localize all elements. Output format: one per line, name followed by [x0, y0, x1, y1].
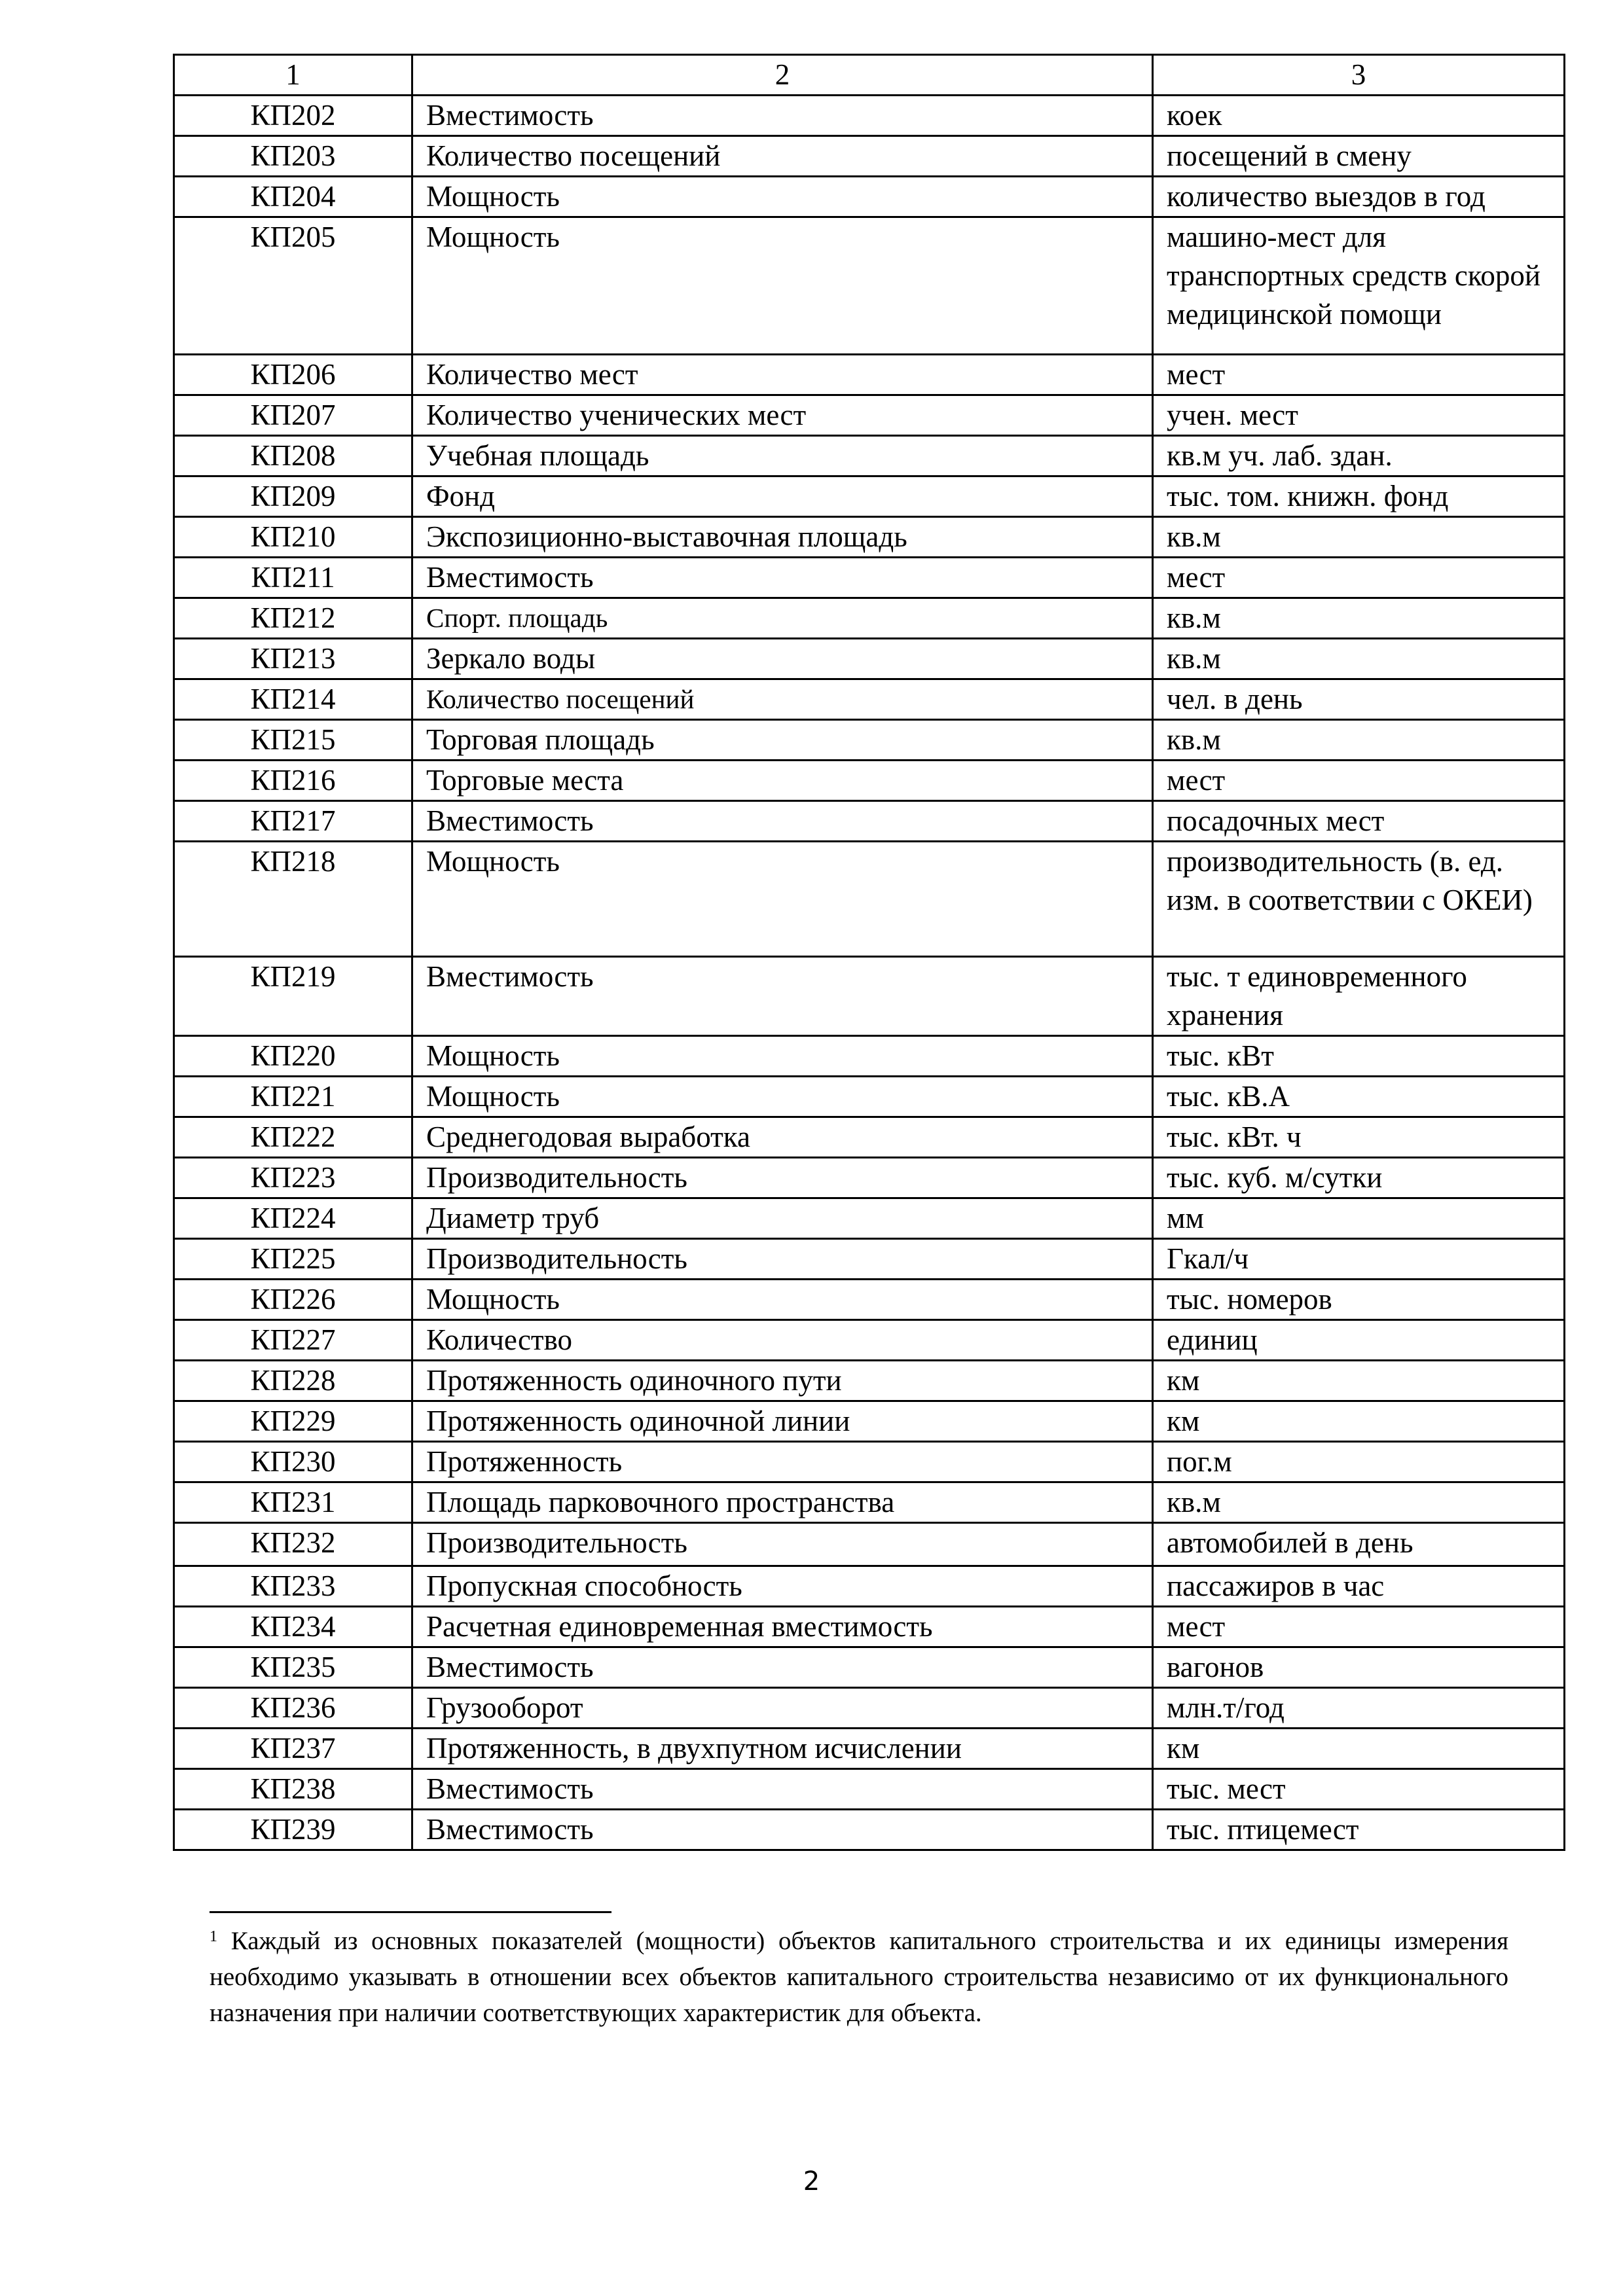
table-row — [174, 1729, 1565, 1769]
row-indicator-name: Фонд — [412, 476, 1153, 517]
row-unit: мест — [1153, 355, 1565, 395]
table-row — [174, 1523, 1565, 1566]
row-code: КП233 — [174, 1566, 412, 1607]
row-indicator-name: Протяженность, в двухпутном исчислении — [412, 1729, 1153, 1769]
row-indicator-name: Количество посещений — [412, 679, 1153, 720]
table-row — [174, 1198, 1565, 1239]
table-row — [174, 1688, 1565, 1729]
row-code: КП218 — [174, 842, 412, 957]
row-indicator-name: Производительность — [412, 1158, 1153, 1198]
table-row — [174, 957, 1565, 1036]
row-code: КП203 — [174, 136, 412, 177]
row-indicator-name: Вместимость — [412, 1810, 1153, 1850]
row-code: КП228 — [174, 1361, 412, 1401]
row-code: КП208 — [174, 436, 412, 476]
row-code: КП221 — [174, 1077, 412, 1117]
row-indicator-name: Экспозиционно-выставочная площадь — [412, 517, 1153, 558]
row-indicator-name: Диаметр труб — [412, 1198, 1153, 1239]
row-unit: мест — [1153, 558, 1565, 598]
row-unit: автомобилей в день — [1153, 1523, 1565, 1566]
row-unit: тыс. кВт — [1153, 1036, 1565, 1077]
row-indicator-name: Мощность — [412, 1036, 1153, 1077]
row-code: КП239 — [174, 1810, 412, 1850]
row-unit: тыс. кВт. ч — [1153, 1117, 1565, 1158]
row-unit: мест — [1153, 761, 1565, 801]
row-indicator-name: Производительность — [412, 1523, 1153, 1566]
row-indicator-name: Учебная площадь — [412, 436, 1153, 476]
row-code: КП204 — [174, 177, 412, 217]
table-row — [174, 1566, 1565, 1607]
row-code: КП213 — [174, 639, 412, 679]
row-unit: машино-мест для транспортных средств скорой медицинской помощи — [1153, 217, 1565, 355]
table-row — [174, 517, 1565, 558]
row-unit: посадочных мест — [1153, 801, 1565, 842]
row-unit: тыс. т единовременного хранения — [1153, 957, 1565, 1036]
table-row — [174, 96, 1565, 136]
row-indicator-name: Мощность — [412, 1077, 1153, 1117]
table-row — [174, 761, 1565, 801]
table-row — [174, 1607, 1565, 1647]
table-row — [174, 679, 1565, 720]
row-code: КП232 — [174, 1523, 412, 1566]
footnote-marker: 1 — [210, 1928, 217, 1945]
table-row — [174, 217, 1565, 355]
column-header-1: 1 — [174, 55, 412, 96]
table-row — [174, 1036, 1565, 1077]
row-code: КП234 — [174, 1607, 412, 1647]
row-unit: производительность (в. ед. изм. в соответствии с ОКЕИ) — [1153, 842, 1565, 957]
table-row — [174, 1769, 1565, 1810]
table-row — [174, 801, 1565, 842]
row-unit: коек — [1153, 96, 1565, 136]
row-indicator-name: Зеркало воды — [412, 639, 1153, 679]
table-header-row — [174, 55, 1565, 96]
row-code: КП238 — [174, 1769, 412, 1810]
row-unit: тыс. том. книжн. фонд — [1153, 476, 1565, 517]
table-row — [174, 1239, 1565, 1280]
row-code: КП212 — [174, 598, 412, 639]
row-unit: км — [1153, 1361, 1565, 1401]
row-unit: учен. мест — [1153, 395, 1565, 436]
row-indicator-name: Площадь парковочного пространства — [412, 1482, 1153, 1523]
row-indicator-name: Пропускная способность — [412, 1566, 1153, 1607]
row-indicator-name: Производительность — [412, 1239, 1153, 1280]
row-code: КП225 — [174, 1239, 412, 1280]
row-code: КП223 — [174, 1158, 412, 1198]
row-code: КП229 — [174, 1401, 412, 1442]
table-row — [174, 1401, 1565, 1442]
row-code: КП202 — [174, 96, 412, 136]
row-code: КП230 — [174, 1442, 412, 1482]
table-row — [174, 842, 1565, 957]
row-code: КП219 — [174, 957, 412, 1036]
row-unit: единиц — [1153, 1320, 1565, 1361]
row-code: КП237 — [174, 1729, 412, 1769]
row-indicator-name: Протяженность одиночного пути — [412, 1361, 1153, 1401]
row-unit: количество выездов в год — [1153, 177, 1565, 217]
row-code: КП222 — [174, 1117, 412, 1158]
row-unit: кв.м уч. лаб. здан. — [1153, 436, 1565, 476]
table-body — [174, 96, 1565, 1850]
table-row — [174, 177, 1565, 217]
row-code: КП216 — [174, 761, 412, 801]
page-number: 2 — [803, 2166, 820, 2197]
table-row — [174, 1320, 1565, 1361]
row-indicator-name: Мощность — [412, 217, 1153, 355]
row-indicator-name: Вместимость — [412, 957, 1153, 1036]
row-indicator-name: Количество ученических мест — [412, 395, 1153, 436]
row-indicator-name: Мощность — [412, 177, 1153, 217]
indicator-table — [173, 54, 1565, 1851]
row-code: КП220 — [174, 1036, 412, 1077]
table-row — [174, 1158, 1565, 1198]
row-indicator-name: Вместимость — [412, 1647, 1153, 1688]
row-unit: км — [1153, 1729, 1565, 1769]
column-header-3: 3 — [1153, 55, 1565, 96]
table-row — [174, 598, 1565, 639]
column-header-2: 2 — [412, 55, 1153, 96]
indicator-table-container — [173, 54, 1563, 1851]
row-unit: мм — [1153, 1198, 1565, 1239]
table-row — [174, 1361, 1565, 1401]
row-unit: Гкал/ч — [1153, 1239, 1565, 1280]
row-indicator-name: Среднегодовая выработка — [412, 1117, 1153, 1158]
row-indicator-name: Мощность — [412, 1280, 1153, 1320]
row-indicator-name: Грузооборот — [412, 1688, 1153, 1729]
row-unit: кв.м — [1153, 720, 1565, 761]
table-row — [174, 1647, 1565, 1688]
row-unit: км — [1153, 1401, 1565, 1442]
footnote — [210, 1923, 1508, 2031]
row-code: КП235 — [174, 1647, 412, 1688]
table-row — [174, 395, 1565, 436]
row-unit: пассажиров в час — [1153, 1566, 1565, 1607]
row-unit: тыс. куб. м/сутки — [1153, 1158, 1565, 1198]
row-indicator-name: Количество — [412, 1320, 1153, 1361]
row-unit: кв.м — [1153, 639, 1565, 679]
table-row — [174, 558, 1565, 598]
row-unit: чел. в день — [1153, 679, 1565, 720]
footnote-separator — [210, 1911, 611, 1913]
row-code: КП236 — [174, 1688, 412, 1729]
row-indicator-name: Вместимость — [412, 558, 1153, 598]
row-unit: посещений в смену — [1153, 136, 1565, 177]
table-row — [174, 1810, 1565, 1850]
row-code: КП207 — [174, 395, 412, 436]
row-unit: кв.м — [1153, 517, 1565, 558]
table-row — [174, 639, 1565, 679]
row-code: КП231 — [174, 1482, 412, 1523]
row-indicator-name: Спорт. площадь — [412, 598, 1153, 639]
row-indicator-name: Расчетная единовременная вместимость — [412, 1607, 1153, 1647]
footnote-text: Каждый из основных показателей (мощности) объектов капитального строительства и их единицы измерения необходимо указывать в отношении всех объектов капитального строительства независимо от их функционального назначения при наличии соответствующих характеристик для объекта. — [210, 1927, 1509, 2027]
row-indicator-name: Торговая площадь — [412, 720, 1153, 761]
row-indicator-name: Протяженность — [412, 1442, 1153, 1482]
table-row — [174, 1117, 1565, 1158]
row-indicator-name: Вместимость — [412, 96, 1153, 136]
row-code: КП226 — [174, 1280, 412, 1320]
table-row — [174, 1077, 1565, 1117]
table-row — [174, 476, 1565, 517]
row-indicator-name: Протяженность одиночной линии — [412, 1401, 1153, 1442]
row-unit: вагонов — [1153, 1647, 1565, 1688]
row-code: КП217 — [174, 801, 412, 842]
table-row — [174, 436, 1565, 476]
row-indicator-name: Торговые места — [412, 761, 1153, 801]
table-row — [174, 136, 1565, 177]
row-code: КП205 — [174, 217, 412, 355]
table-row — [174, 1482, 1565, 1523]
row-code: КП211 — [174, 558, 412, 598]
row-unit: млн.т/год — [1153, 1688, 1565, 1729]
table-row — [174, 1280, 1565, 1320]
row-code: КП214 — [174, 679, 412, 720]
row-indicator-name: Вместимость — [412, 801, 1153, 842]
row-unit: мест — [1153, 1607, 1565, 1647]
row-unit: кв.м — [1153, 1482, 1565, 1523]
row-unit: тыс. кВ.А — [1153, 1077, 1565, 1117]
table-row — [174, 720, 1565, 761]
row-code: КП224 — [174, 1198, 412, 1239]
row-unit: тыс. номеров — [1153, 1280, 1565, 1320]
row-code: КП227 — [174, 1320, 412, 1361]
row-code: КП215 — [174, 720, 412, 761]
row-code: КП210 — [174, 517, 412, 558]
table-row — [174, 1442, 1565, 1482]
row-unit: пог.м — [1153, 1442, 1565, 1482]
row-unit: кв.м — [1153, 598, 1565, 639]
row-unit: тыс. мест — [1153, 1769, 1565, 1810]
row-code: КП209 — [174, 476, 412, 517]
table-row — [174, 355, 1565, 395]
row-indicator-name: Вместимость — [412, 1769, 1153, 1810]
row-code: КП206 — [174, 355, 412, 395]
row-indicator-name: Количество посещений — [412, 136, 1153, 177]
row-indicator-name: Количество мест — [412, 355, 1153, 395]
row-unit: тыс. птицемест — [1153, 1810, 1565, 1850]
row-indicator-name: Мощность — [412, 842, 1153, 957]
